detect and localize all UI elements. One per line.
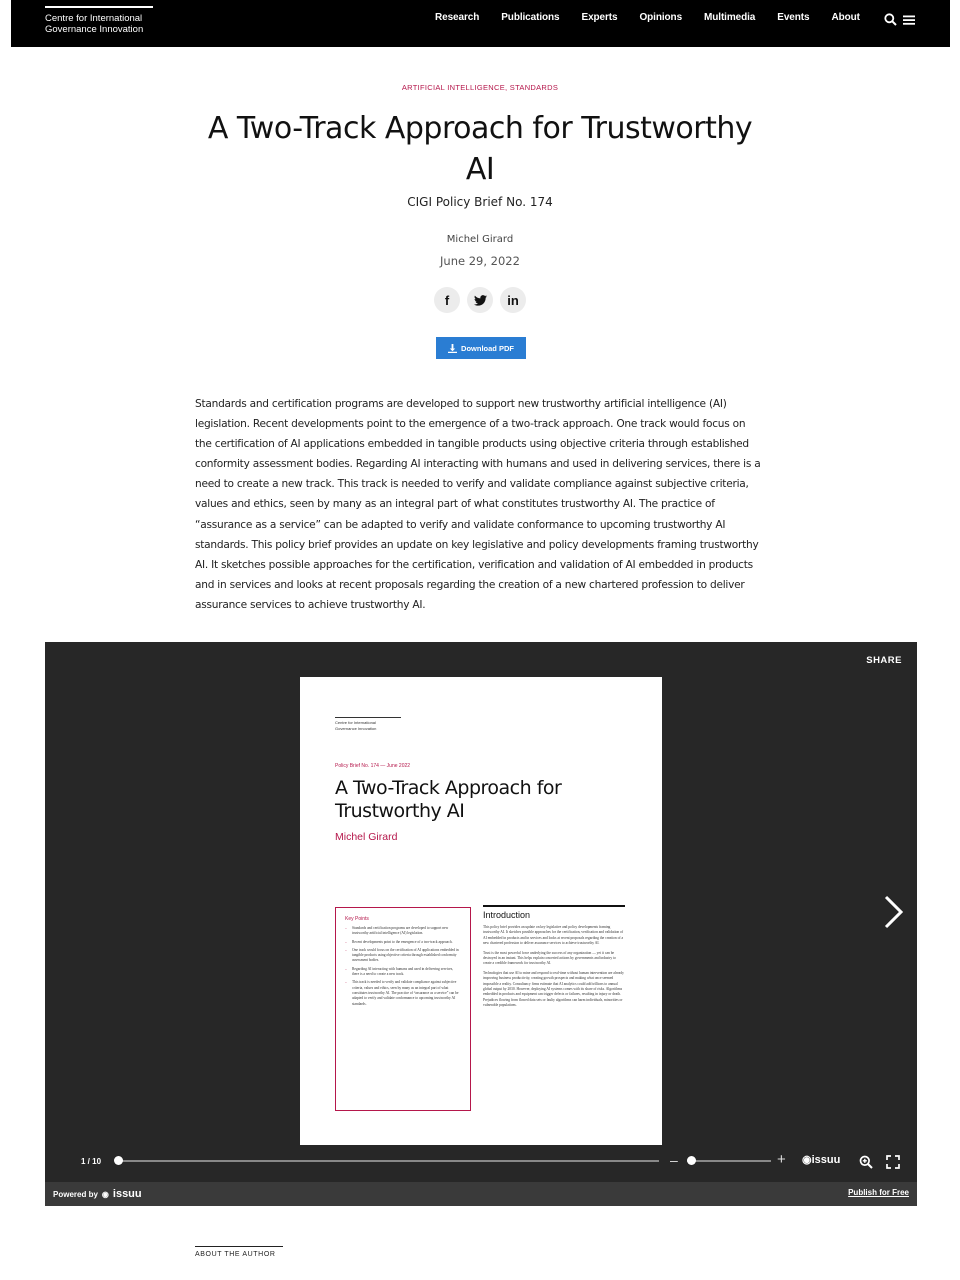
download-icon xyxy=(448,344,457,353)
doc-key-point: – This track is needed to verify and validate compliance against subjective criteria, values and ethics, seen by many as an integral part of what constitutes trustworthy AI. The practice of “assurance as a service” can be adapted to verify and validate conformance to upcoming trustworthy AI standards. xyxy=(345,980,461,1006)
doc-key-point: – Standards and certification programs are developed to support new trustworthy artificial intelligence (AI) legislation. xyxy=(345,926,461,937)
zoom-in-icon[interactable]: + xyxy=(777,1151,786,1168)
publish-for-free-link[interactable]: Publish for Free xyxy=(848,1188,909,1197)
issuu-brand-label: issuu xyxy=(811,1154,841,1166)
article-date: June 29, 2022 xyxy=(440,254,520,268)
facebook-icon[interactable] xyxy=(434,287,460,313)
doc-intro-paragraph: This policy brief provides an update on key legislative and policy developments framing trustworthy AI. It sketches possible approaches for the certification, verification and validation of AI embedded in products and in services and looks at recent proposals regarding the creation of a new chartered profession to deliver assurance services to achieve trustworthy AI. xyxy=(483,925,624,946)
doc-intro-title: Introduction xyxy=(483,905,625,920)
powered-by-label: Powered by xyxy=(53,1189,98,1199)
download-label: Download PDF xyxy=(461,343,514,353)
viewer-share-button[interactable]: SHARE xyxy=(866,655,902,666)
doc-key-points-title: Key Points xyxy=(345,916,369,922)
site-header xyxy=(11,0,950,47)
cigi-logo[interactable] xyxy=(45,6,153,35)
powered-by-brand: issuu xyxy=(112,1188,142,1200)
doc-title: A Two-Track Approach for Trustworthy AI xyxy=(335,777,562,822)
search-icon[interactable] xyxy=(884,11,897,30)
nav-multimedia[interactable]: Multimedia xyxy=(704,12,756,23)
menu-icon[interactable] xyxy=(903,11,915,30)
nav-opinions[interactable]: Opinions xyxy=(639,12,683,23)
doc-introduction xyxy=(483,905,625,1013)
article-title: A Two-Track Approach for Trustworthy AI xyxy=(207,111,753,187)
nav-events[interactable]: Events xyxy=(777,12,810,23)
linkedin-icon[interactable] xyxy=(500,287,526,313)
article-abstract: Standards and certification programs are developed to support new trustworthy artificial intelligence (AI) legislation. Recent developments point to the emergence of a two-track approach. One track would focus on the certification of AI applications embedded in tangible products using objective criteria through established conformity assessment bodies. Regarding AI interacting with humans and used in delivering services, there is a need to create a new track. This track is needed to verify and validate compliance against subjective criteria, values and ethics, seen by many as an integral part of what constitutes trustworthy AI. The practice of “assurance as a service” can be adapted to verify and validate conformance to upcoming trustworthy AI standards. This policy brief provides an update on key legislative and policy developments framing trustworthy AI. It sketches possible approaches for the certification, verification and validation of AI embedded in products and in services and looks at recent proposals regarding the creation of a new chartered profession to deliver assurance services to achieve trustworthy AI. xyxy=(195,398,761,611)
linkedin-glyph: in xyxy=(507,292,519,308)
doc-key-point: – One track would focus on the certification of AI applications embedded in tangible products using objective criteria through established conformity assessment bodies. xyxy=(345,948,461,964)
doc-intro-paragraph: Trust is the most powerful force underlying the success of any organization — yet it can be destroyed in an instant. This helps explain concerted actions by governments and industry to create a credible framework for trustworthy AI. xyxy=(483,950,616,966)
doc-key-points xyxy=(335,907,471,1111)
fullscreen-icon[interactable] xyxy=(886,1154,900,1173)
doc-author: Michel Girard xyxy=(335,831,398,843)
document-page[interactable] xyxy=(300,677,662,1145)
about-the-author-heading: ABOUT THE AUTHOR xyxy=(195,1246,283,1258)
header-icons xyxy=(884,11,915,30)
doc-intro-paragraph: Technologies that use AI to mine and respond to real-time without human intervention are already improving business productivity, creating growth prospects and making what once seemed impossible a reality. Consultancy firms estimate that AI analytics could add trillions to annual global output by 2030. However, deploying AI systems comes with its share of risks. Algorithms embedded in products and equipment can trigger defects or failures, resulting in injury or death. Prejudices flowing from flawed data sets or faulty algorithms can harm individuals, minorities or vulnerable populations. xyxy=(483,970,624,1008)
zoom-slider-handle[interactable] xyxy=(687,1156,696,1165)
issuu-logo-icon: ◉ xyxy=(802,1154,812,1166)
zoom-out-icon[interactable]: – xyxy=(670,1152,678,1168)
doc-key-point: – Recent developments point to the emergence of a two-track approach. xyxy=(345,940,461,945)
doc-key-point: – Regarding AI interacting with humans and used in delivering services, there is a need to create a new track. xyxy=(345,967,461,978)
magnify-icon[interactable] xyxy=(859,1154,873,1173)
logo-bar xyxy=(45,6,153,8)
doc-org-line2: Governance Innovation xyxy=(335,726,377,731)
next-page-chevron-icon[interactable] xyxy=(881,894,905,930)
viewer-controls xyxy=(45,1147,917,1182)
logo-line1: Centre for International xyxy=(45,13,143,24)
viewer-footer xyxy=(45,1182,917,1206)
doc-org-line1: Centre for International xyxy=(335,720,376,725)
twitter-icon[interactable] xyxy=(467,287,493,313)
article-subtitle: CIGI Policy Brief No. 174 xyxy=(407,195,553,209)
nav-about[interactable]: About xyxy=(831,12,860,23)
download-pdf-button[interactable] xyxy=(436,337,526,359)
page-progress-track[interactable] xyxy=(117,1160,659,1162)
article-author[interactable]: Michel Girard xyxy=(446,234,514,245)
doc-brief-line: Policy Brief No. 174 — June 2022 xyxy=(335,763,411,769)
zoom-slider-track[interactable] xyxy=(687,1160,771,1162)
page-progress-handle[interactable] xyxy=(114,1156,123,1165)
issuu-logo-icon: ◉ xyxy=(101,1189,109,1199)
issuu-brand-link[interactable] xyxy=(802,1153,840,1166)
article-category[interactable]: ARTIFICIAL INTELLIGENCE, STANDARDS xyxy=(401,83,559,92)
social-share xyxy=(434,287,526,313)
nav-research[interactable]: Research xyxy=(435,12,480,23)
facebook-glyph: f xyxy=(444,292,450,308)
nav-publications[interactable]: Publications xyxy=(501,12,560,23)
logo-line2: Governance Innovation xyxy=(45,24,144,35)
nav-experts[interactable]: Experts xyxy=(581,12,618,23)
page-indicator: 1 / 10 xyxy=(81,1157,102,1166)
powered-by-issuu[interactable] xyxy=(53,1188,142,1200)
doc-org-logo xyxy=(335,717,401,732)
main-nav xyxy=(435,12,882,23)
issuu-viewer xyxy=(45,642,917,1206)
